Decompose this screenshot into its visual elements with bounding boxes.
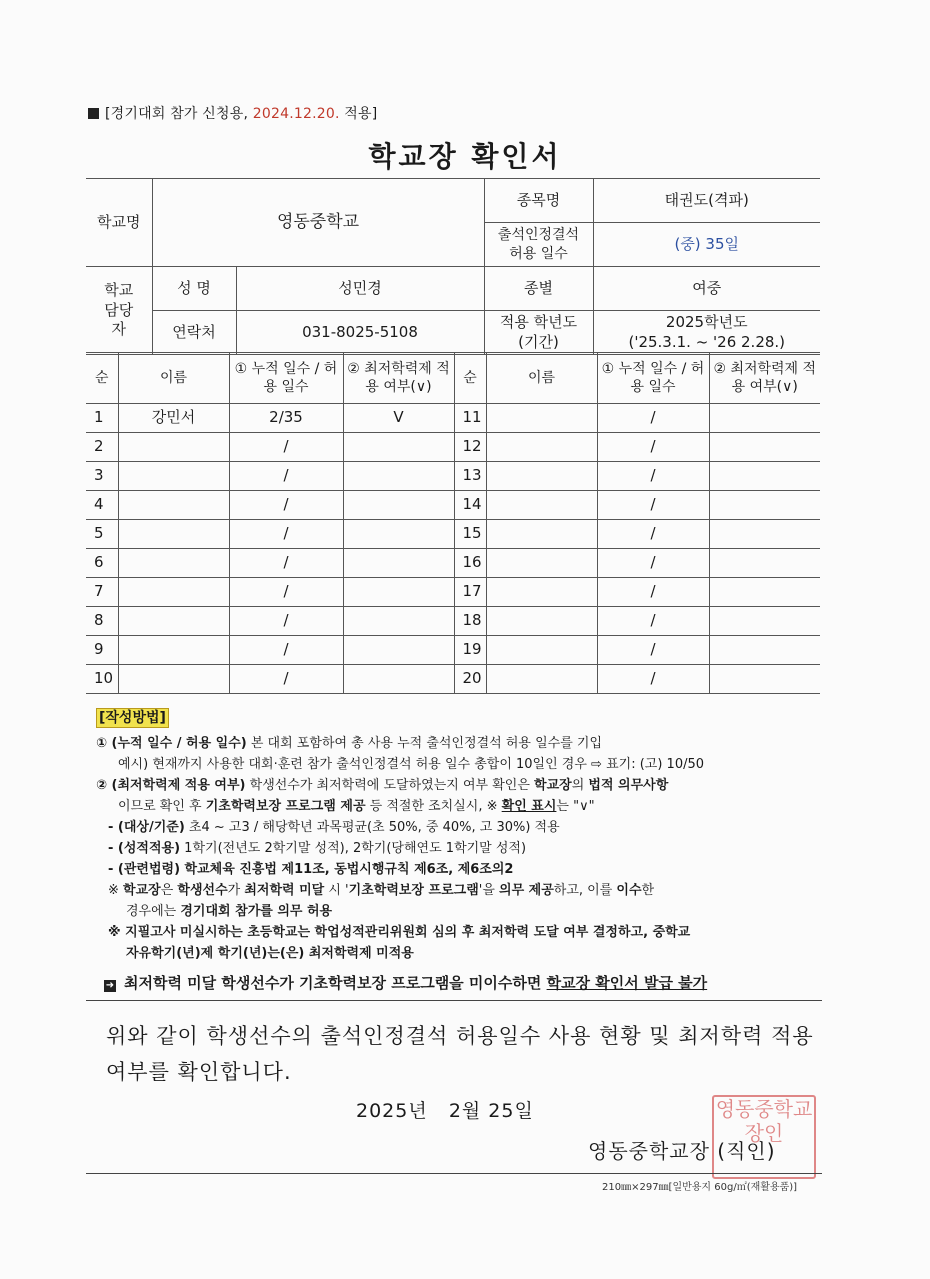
table-row [86,462,820,491]
cell-min [343,462,454,491]
note1-text: 시 ' [324,883,349,898]
cell-days: / [597,665,709,694]
year-cell [593,311,820,355]
cell-name [118,433,229,462]
cell-days: / [597,636,709,665]
header-days: ① 누적 일수 / 허용 일수 [597,353,709,404]
cell-min [709,491,820,520]
cell-name [486,520,597,549]
cell-no: 7 [86,578,118,607]
cell-min [709,665,820,694]
cell-min [343,549,454,578]
divider [86,1000,822,1001]
cell-min [343,578,454,607]
cell-days: / [597,491,709,520]
cell-no: 16 [454,549,486,578]
cell-min: V [343,404,454,433]
cell-name: 강민서 [118,404,229,433]
note1-text: 은 [160,883,178,898]
note1-bold: 이수 [616,883,642,898]
table-row [86,520,820,549]
final-note-emphasis: 학교장 확인서 발급 불가 [546,974,708,992]
cell-days: / [229,549,343,578]
cell-min [709,636,820,665]
final-note-text: 최저학력 미달 학생선수가 기초학력보장 프로그램을 미이수하면 [124,974,547,992]
header-no: 순 [454,353,486,404]
cell-min [343,665,454,694]
cell-min [709,404,820,433]
note1-bold: 학교장 [123,883,161,898]
cell-name [118,549,229,578]
cell-name [486,665,597,694]
cell-name [118,607,229,636]
phone-value: 031-8025-5108 [236,311,484,355]
cell-name [486,607,597,636]
page-title: 학교장 확인서 [368,140,562,173]
note1-bold: 최저학력 미달 [244,883,325,898]
cell-name [486,462,597,491]
cell-name [486,491,597,520]
cell-no: 10 [86,665,118,694]
year-period: ('25.3.1. ~ '26 2.28.) [628,332,786,351]
divider [86,1173,822,1174]
note1-text: 경우에는 [126,904,181,919]
cell-min [709,520,820,549]
note1-bold: 기초학력보장 프로그램 [348,883,479,898]
cell-no: 17 [454,578,486,607]
cell-days: / [597,549,709,578]
cell-days: / [229,520,343,549]
cell-days: / [229,433,343,462]
target-text: 초4 ~ 고3 / 해당학년 과목평균(초 50%, 중 40%, 고 30%) 적용 [184,820,560,835]
sport-label: 종목명 [484,179,593,223]
cell-name [118,462,229,491]
item2-text: 는 "∨" [556,799,595,814]
cell-no: 2 [86,433,118,462]
division-label: 종별 [484,267,593,311]
cell-days: / [229,578,343,607]
note1-text: 가 [227,883,245,898]
paper-spec: 210㎜×297㎜[일반용지 60g/㎡(재활용품)] [602,1182,798,1193]
cell-name [486,549,597,578]
item1-example: 예시) 현재까지 사용한 대회·훈련 참가 출석인정결석 허용 일수 총합이 10일인 경우 ⇨ 표기: (고) 10/50 [118,757,705,772]
note1-bold: 경기대회 참가를 의무 허용 [180,904,333,919]
item2-text: 의 [571,778,589,793]
table-row [86,433,820,462]
note2-line2: 자유학기(년)제 학기(년)는(은) 최저학력제 미적용 [126,946,414,961]
item2-bold-mark: 확인 표시 [501,799,557,814]
cell-min [709,549,820,578]
item2-bold-program: 기초학력보장 프로그램 제공 [205,799,366,814]
header-min: ② 최저학력제 적용 여부(∨) [709,353,820,404]
contact-label: 학교 담당자 [86,267,152,355]
cell-no: 14 [454,491,486,520]
allowed-days-label: 출석인정결석 허용 일수 [484,223,593,267]
cell-days: / [229,636,343,665]
year-value: 2025학년도 [665,313,748,331]
table-row [86,549,820,578]
item1-heading: ① (누적 일수 / 허용 일수) [96,736,247,751]
cell-min [343,433,454,462]
header-note-date: 2024.12.20. [252,106,340,122]
writing-method [96,708,826,964]
cell-no: 12 [454,433,486,462]
school-label: 학교명 [86,179,152,267]
law-line: - (관련법령) 학교체육 진흥법 제11조, 동법시행규칙 제6조, 제6조의2 [108,862,514,877]
cell-days: / [229,462,343,491]
header-name: 이름 [486,353,597,404]
cell-min [343,636,454,665]
item2-text: 학생선수가 최저학력에 도달하였는지 여부 확인은 [245,778,535,793]
cell-name [118,636,229,665]
item1-text: 본 대회 포함하여 총 사용 누적 출석인정결석 허용 일수를 기입 [246,736,603,751]
square-bullet-icon [88,108,99,119]
arrow-box-icon: ➜ [105,980,115,991]
cell-name [486,433,597,462]
info-table [86,178,820,355]
cell-days: / [597,520,709,549]
cell-days: / [229,665,343,694]
cell-days: 2/35 [229,404,343,433]
cell-no: 15 [454,520,486,549]
cell-no: 18 [454,607,486,636]
cell-days: / [229,491,343,520]
cell-name [118,578,229,607]
confirm-text: 위와 같이 학생선수의 출석인정결석 허용일수 사용 현황 및 최저학력 적용 여부를 확인합니다. [106,1024,814,1084]
cell-name [118,491,229,520]
cell-min [709,462,820,491]
cell-name [118,520,229,549]
cell-name [118,665,229,694]
name-label: 성 명 [152,267,236,311]
header-note [88,103,377,123]
principal-signature: 영동중학교장 (직인) [588,1139,776,1163]
cell-no: 8 [86,607,118,636]
issue-date: 2025년 2월 25일 [356,1100,534,1122]
cell-min [343,607,454,636]
method-tag: [작성방법] [96,708,169,728]
table-row [86,665,820,694]
cell-min [343,491,454,520]
cell-min [343,520,454,549]
cell-min [709,607,820,636]
item2-bold-duty: 법적 의무사항 [588,778,669,793]
cell-no: 3 [86,462,118,491]
item2-heading: ② (최저학력제 적용 여부) [96,778,246,793]
note1-text: 한 [641,883,655,898]
header-name: 이름 [118,353,229,404]
cell-days: / [597,578,709,607]
cell-no: 19 [454,636,486,665]
seal-text: 영동중학교장인 [715,1097,813,1145]
note1-text: '을 [478,883,500,898]
phone-label: 연락처 [152,311,236,355]
cell-days: / [597,404,709,433]
allowed-days-value: (중) 35일 [593,223,820,267]
grade-text: 1학기(전년도 2학기말 성적), 2학기(당해연도 1학기말 성적) [180,841,527,856]
cell-days: / [597,607,709,636]
cell-name [486,578,597,607]
final-note [104,972,707,993]
cell-name [486,404,597,433]
cell-no: 20 [454,665,486,694]
grade-heading: - (성적적용) [108,841,181,856]
school-name: 영동중학교 [152,179,484,267]
name-value: 성민경 [236,267,484,311]
sport-value: 태권도(격파) [593,179,820,223]
cell-min [709,433,820,462]
note1-text: ※ [108,883,124,898]
cell-no: 5 [86,520,118,549]
year-label: 적용 학년도 (기간) [484,311,593,355]
student-table-header [86,353,820,404]
header-min: ② 최저학력제 적용 여부(∨) [343,353,454,404]
table-row [86,404,820,433]
note1-bold: 의무 제공 [499,883,554,898]
item2-text: 이므로 확인 후 [118,799,206,814]
header-no: 순 [86,353,118,404]
table-row [86,491,820,520]
student-table [86,352,820,694]
cell-min [709,578,820,607]
cell-no: 4 [86,491,118,520]
cell-no: 9 [86,636,118,665]
header-note-suffix: 적용] [339,106,378,122]
item2-text: 등 적절한 조치실시, ※ [365,799,502,814]
header-days: ① 누적 일수 / 허용 일수 [229,353,343,404]
cell-name [486,636,597,665]
note2-line1: ※ 지필고사 미실시하는 초등학교는 학업성적관리위원회 심의 후 최저학력 도달 여부 결정하고, 중학교 [108,925,691,940]
target-heading: - (대상/기준) [108,820,185,835]
table-row [86,578,820,607]
division-value: 여중 [593,267,820,311]
note1-bold: 학생선수 [177,883,228,898]
cell-no: 13 [454,462,486,491]
cell-days: / [597,433,709,462]
official-seal [712,1095,816,1179]
header-note-prefix: [경기대회 참가 신청용, [105,106,253,122]
cell-days: / [229,607,343,636]
table-row [86,636,820,665]
cell-days: / [597,462,709,491]
note1-text: 하고, 이를 [553,883,617,898]
cell-no: 6 [86,549,118,578]
cell-no: 11 [454,404,486,433]
table-row [86,607,820,636]
item2-bold-principal: 학교장 [534,778,572,793]
cell-no: 1 [86,404,118,433]
